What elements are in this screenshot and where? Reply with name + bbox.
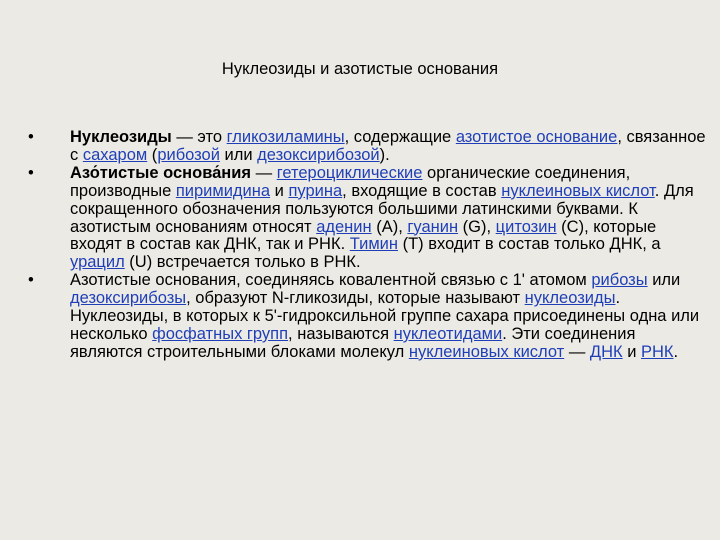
term-link[interactable]: нуклеотидами — [393, 324, 503, 343]
text-run: . Для сокращенного обозначения пользуются большими латинскими буквами. К азотистым основаниям относят — [70, 181, 694, 236]
text-run: (U) встречается только в РНК. — [124, 253, 361, 272]
text-run: или — [219, 145, 258, 164]
text-run: Азотистые основания, соединяясь ковалентной связью с 1' атомом — [70, 271, 592, 290]
bullet-item — [28, 272, 708, 362]
term-link[interactable]: нуклеиновых кислот — [408, 342, 565, 361]
term-link[interactable]: рибозы — [591, 271, 648, 290]
bullet-icon: • — [28, 163, 34, 182]
text-run: — — [251, 163, 277, 182]
term-link[interactable]: гуанин — [407, 217, 459, 236]
text-run: ). — [379, 145, 390, 164]
term-link[interactable]: цитозин — [495, 217, 557, 236]
bullet-item — [28, 129, 708, 165]
term-link[interactable]: урацил — [70, 253, 125, 272]
bullet-text — [70, 271, 699, 361]
bullet-text — [70, 128, 706, 164]
text-run: — — [564, 342, 590, 361]
slide-title: Нуклеозиды и азотистые основания — [221, 60, 499, 78]
text-run: . — [673, 342, 679, 361]
text-run: , входящие в состав — [342, 181, 502, 200]
bullet-icon: • — [28, 128, 34, 146]
text-run: (G), — [458, 217, 496, 236]
text-run: (C), которые входят в состав как ДНК, так и РНК. — [70, 217, 657, 254]
text-run: — это — [171, 128, 227, 146]
bullet-icon: • — [28, 271, 34, 290]
text-run: , называются — [288, 324, 394, 343]
term-link[interactable]: дезоксирибозы — [70, 289, 187, 308]
bullet-text — [70, 164, 694, 272]
term-link[interactable]: пурина — [288, 181, 343, 200]
text-run: и — [622, 342, 641, 361]
text-run: (T) входит в состав только ДНК, а — [398, 235, 661, 254]
term-link[interactable]: фосфатных групп — [152, 324, 289, 343]
term-link[interactable]: ДНК — [589, 342, 623, 361]
term-link[interactable]: Тимин — [349, 235, 398, 254]
text-run: ( — [147, 145, 158, 164]
term-link[interactable]: дезоксирибозой — [257, 145, 380, 164]
text-run: , содержащие — [344, 128, 456, 146]
text-run: (A), — [371, 217, 408, 236]
term-link[interactable]: РНК — [641, 342, 674, 361]
term-link[interactable]: сахаром — [82, 145, 148, 164]
term-link[interactable]: пиримидина — [175, 181, 271, 200]
bullet-item — [28, 165, 708, 272]
term-link[interactable]: азотистое основание — [455, 128, 618, 146]
bullet-list — [28, 129, 708, 362]
text-run: органические соединения, производные — [70, 163, 631, 200]
term-link[interactable]: гетероциклические — [276, 163, 423, 182]
text-run: или — [647, 271, 681, 290]
term-heading: Нуклеозиды — [70, 128, 172, 146]
term-heading: Азо́тистые основа́ния — [70, 163, 252, 182]
term-link[interactable]: аденин — [316, 217, 372, 236]
term-link[interactable]: рибозой — [157, 145, 220, 164]
text-run: , связанное с — [70, 128, 706, 164]
term-link[interactable]: нуклеиновых кислот — [501, 181, 655, 200]
text-run: и — [270, 181, 289, 200]
text-run: . Эти соединения являются строительными блоками молекул — [70, 324, 636, 361]
text-run: , образуют N-гликозиды, которые называют — [186, 289, 525, 308]
text-run: . Нуклеозиды, в которых к 5'-гидроксильной группе сахара присоединены одна или несколько — [70, 289, 700, 343]
term-link[interactable]: нуклеозиды — [524, 289, 616, 308]
term-link[interactable]: гликозиламины — [226, 128, 345, 146]
